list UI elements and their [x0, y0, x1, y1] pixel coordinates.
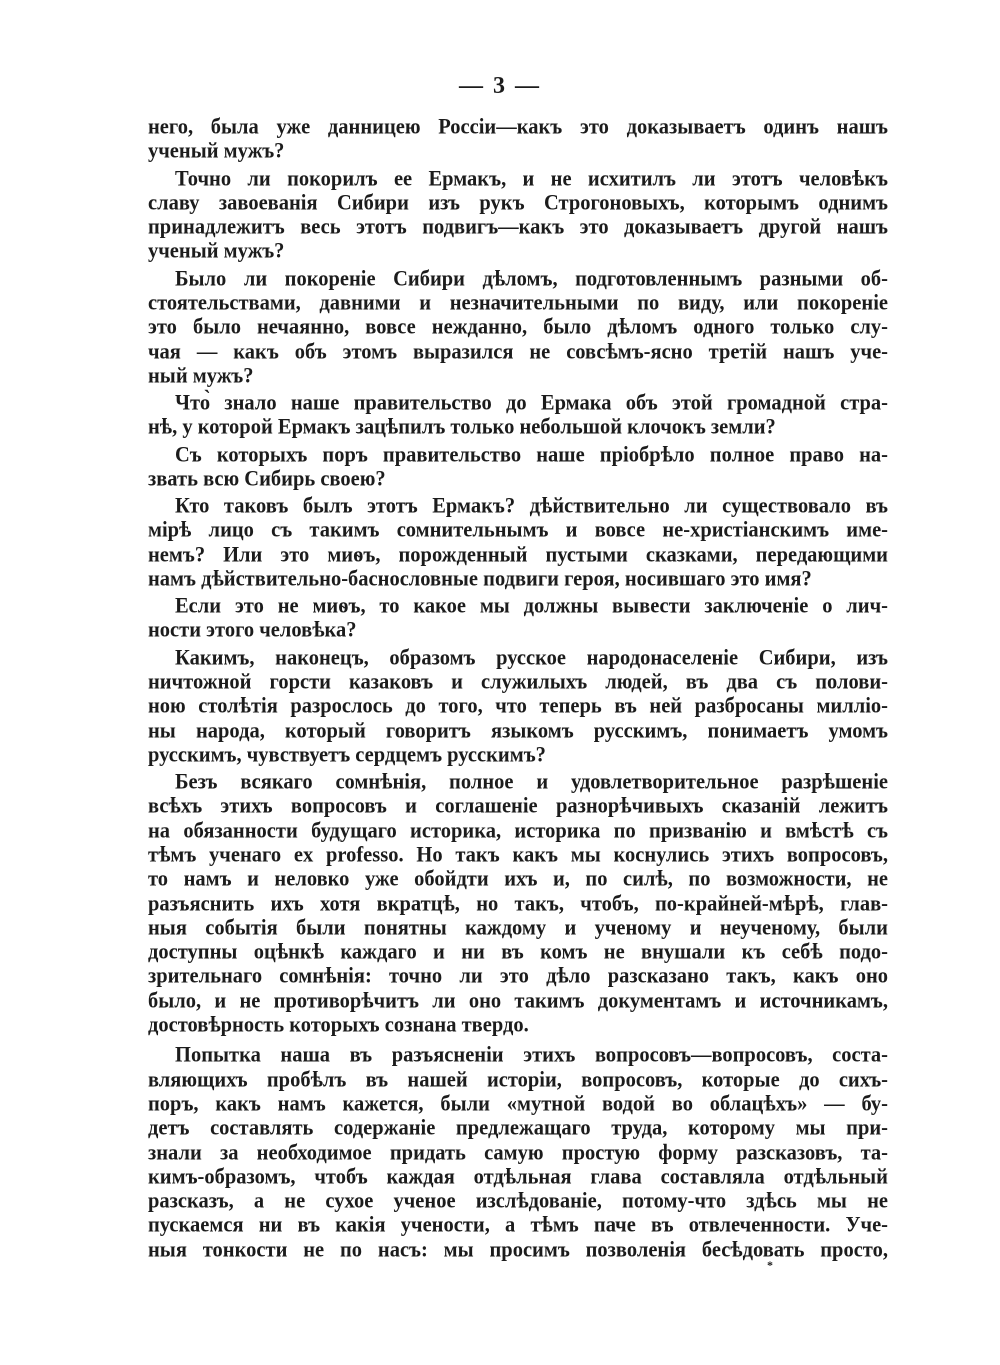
text-line: зрительнаго сомнѣнія: точно ли это дѣло разсказано такъ, какъ оно: [148, 964, 888, 989]
text-line: знали за необходимое придать самую простую форму разсказовъ, та-: [148, 1140, 888, 1165]
text-line: ныя тонкости не по насъ: мы просимъ позволенія бесѣдовать просто,: [148, 1237, 888, 1262]
text-line: Что̀ знало наше правительство до Ермака объ этой громадной стра-: [175, 391, 888, 415]
text-line: стоятельствами, давними и незначительными по виду, или покореніе: [148, 291, 888, 315]
text-line: доступны оцѣнкѣ каждаго и ни въ комъ не внушали къ себѣ подо-: [148, 940, 888, 964]
text-line: ный мужъ?: [148, 363, 254, 388]
printer-mark: *: [767, 1258, 773, 1272]
text-line: русскимъ, чувствуетъ сердцемъ русскимъ?: [148, 742, 546, 767]
text-line: ною столѣтія разрослось до того, что теперь въ ней разбросаны милліо-: [148, 694, 888, 719]
text-line: звать всю Сибирь своею?: [148, 466, 386, 491]
text-line: ученый мужъ?: [148, 139, 285, 164]
text-line: разсказъ, а не сухое ученое изслѣдованіе, потому-что здѣсь мы не: [148, 1189, 888, 1213]
text-line: ученый мужъ?: [148, 239, 285, 264]
text-line: Точно ли покорилъ ее Ермакъ, и не исхитилъ ли этотъ человѣкъ: [175, 166, 888, 191]
text-line: принадлежитъ весь этотъ подвигъ—какъ это доказываетъ другой нашъ: [148, 215, 888, 239]
text-line: намъ дѣйствительно-баснословные подвиги героя, носившаго это имя?: [148, 567, 812, 591]
text-line: Если это не миѳъ, то какое мы должны вывести заключеніе о лич-: [175, 594, 888, 618]
text-line: вляющихъ пробѣлъ въ нашей исторіи, вопросовъ, которые до сихъ-: [148, 1067, 888, 1092]
page-number: — 3 —: [459, 73, 541, 99]
text-line: ныя событія были понятны каждому и ученому и неученому, были: [148, 915, 888, 940]
text-line: славу завоеванія Сибири изъ рукъ Строгоновыхъ, которымъ однимъ: [148, 190, 888, 215]
text-line: ности этого человѣка?: [148, 618, 357, 643]
text-line: ны народа, который говоритъ языкомъ русскимъ, понимаетъ умомъ: [148, 718, 888, 743]
text-line: Попытка наша въ разъясненіи этихъ вопросовъ—вопросовъ, соста-: [175, 1043, 888, 1068]
text-line: всѣхъ этихъ вопросовъ и соглашеніе разнорѣчивыхъ сказаній лежитъ: [148, 794, 888, 819]
text-line: ничтожной горсти казаковъ и служилыхъ людей, въ два съ полови-: [148, 670, 888, 694]
text-line: тѣмъ ученаго ex professo. Но такъ какъ мы коснулись этихъ вопросовъ,: [148, 843, 888, 867]
text-line: это было нечаянно, вовсе нежданно, было дѣломъ одного только слу-: [148, 315, 888, 340]
text-line: пускаемся ни въ какія учености, а тѣмъ паче въ отвлеченности. Уче-: [148, 1213, 888, 1238]
text-line: разъяснить ихъ хотя вкратцѣ, но такъ, чтобъ, по-крайней-мѣрѣ, глав-: [148, 891, 888, 916]
text-line: детъ составлять содержаніе предлежащаго труда, которому мы при-: [148, 1116, 888, 1141]
text-line: было, и не противорѣчитъ ли оно такимъ документамъ и источникамъ,: [148, 988, 888, 1013]
text-line: то намъ и неловко уже обойдти ихъ и, по силѣ, по возможности, не: [148, 867, 888, 892]
text-line: достовѣрность которыхъ сознана твердо.: [148, 1013, 529, 1037]
text-line: поръ, какъ намъ кажется, были «мутной водой во облацѣхъ» — бу-: [148, 1092, 888, 1116]
text-line: немъ? Или это миѳъ, порожденный пустыми сказками, передающими: [148, 542, 888, 567]
text-line: Съ которыхъ поръ правительство наше пріобрѣло полное право на-: [175, 442, 888, 467]
text-line: на обязанности будущаго историка, историка по призванію и вмѣстѣ съ: [148, 818, 888, 843]
text-line: Какимъ, наконецъ, образомъ русское народонаселеніе Сибири, изъ: [175, 645, 888, 670]
text-line: него, была уже данницею Россіи—какъ это доказываетъ одинъ нашъ: [148, 115, 888, 139]
text-line: Кто таковъ былъ этотъ Ермакъ? дѣйствительно ли существовало въ: [175, 494, 888, 518]
text-line: мірѣ лицо съ такимъ сомнительнымъ и вовсе не-христіанскимъ име-: [148, 518, 888, 543]
text-line: кимъ-образомъ, чтобъ каждая отдѣльная глава составляла отдѣльный: [148, 1164, 888, 1189]
text-line: чая — какъ объ этомъ выразился не совсѣмъ-ясно третій нашъ уче-: [148, 339, 888, 364]
text-line: Было ли покореніе Сибири дѣломъ, подготовленнымъ разными об-: [175, 266, 888, 291]
text-line: нѣ, у которой Ермакъ зацѣпилъ только небольшой клочокъ земли?: [148, 415, 776, 440]
text-line: Безъ всякаго сомнѣнія, полное и удовлетворительное разрѣшеніе: [175, 770, 888, 794]
